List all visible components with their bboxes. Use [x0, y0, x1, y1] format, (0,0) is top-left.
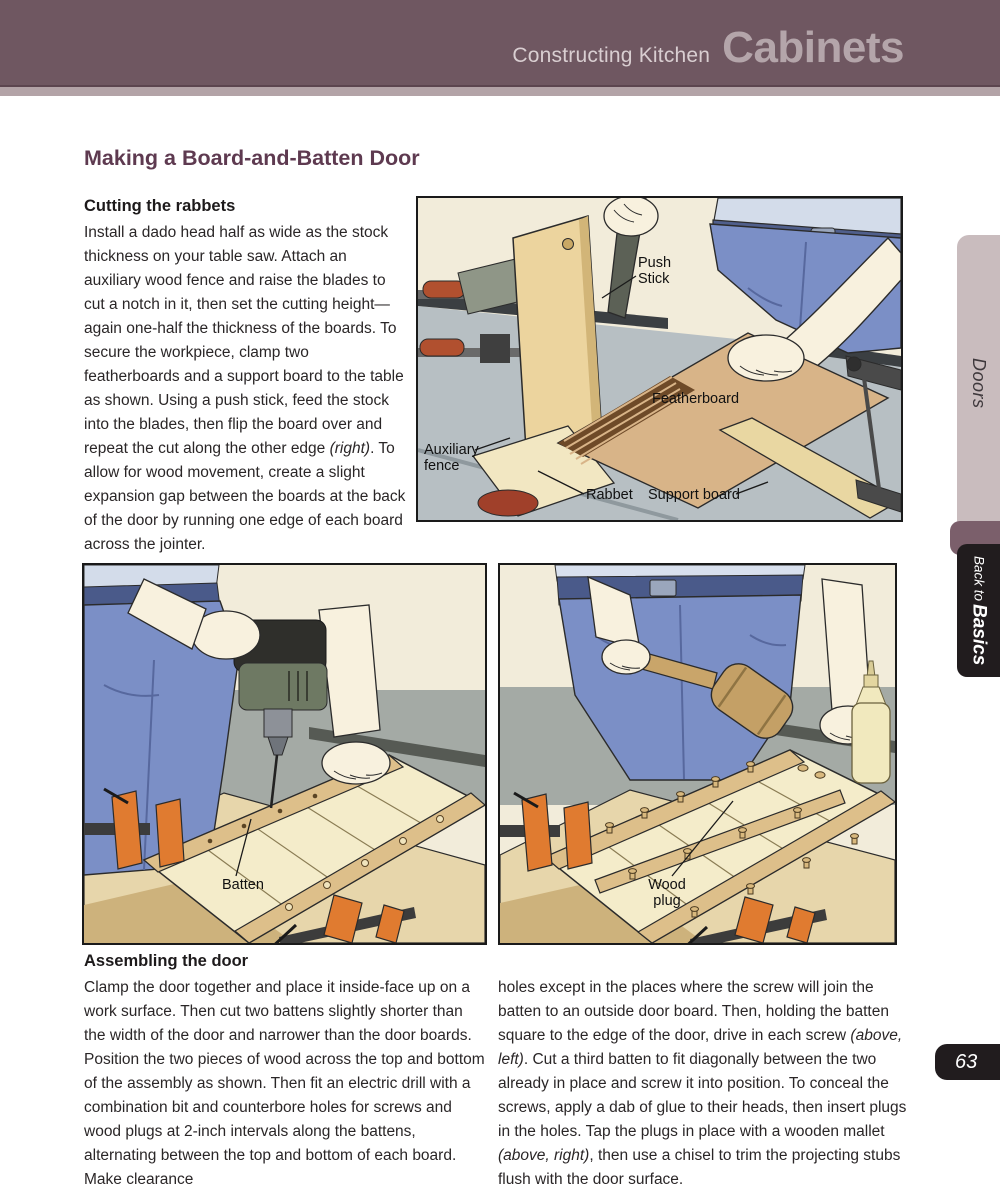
assembling-column-2: holes except in the places where the screw will join the batten to an outside door board. Then, holding the batten square to the edge of the door, drive in each screw (above, left). Cut a third batten to fit diagonally between the two already in place and screw it into position. To conceal the screws, apply a dab of glue to their heads, then insert plugs in the holes. Tap the plugs in place with a wooden mallet (above, right), then use a chisel to trim the projecting stubs flush with the door surface.: [498, 979, 907, 1188]
tab-basics-word: Basics: [968, 603, 990, 666]
assembling-column-1: Clamp the door together and place it inside-face up on a work surface. Then cut two battens slightly shorter than the width of the door and narrower than the door boards. Position the two pieces of wood across the top and bottom of the assembly as shown. Then fit an electric drill with a combination bit and counterbore holes for screws and wood plugs at 2-inch intervals along the battens, alternating between the top and bottom of each board. Make clearance: [84, 979, 485, 1188]
hand-on-featherboard: [728, 335, 804, 381]
page-title: Making a Board-and-Batten Door: [84, 146, 420, 170]
hand-on-batten: [322, 742, 390, 784]
tab-doors-label: Doors: [969, 358, 989, 409]
header-title: Cabinets: [722, 23, 904, 72]
tab-basics-prefix: Back to: [971, 555, 987, 601]
label-wood-plug: Wood plug: [648, 877, 686, 909]
drill-illustration: [84, 565, 485, 943]
page-number-tab: [935, 1044, 1000, 1080]
figure-drill: [82, 563, 487, 945]
figure-tablesaw: [416, 196, 903, 522]
label-push-stick: Push Stick: [638, 255, 672, 287]
tab-back-to-basics: [957, 544, 1000, 677]
cutting-heading: Cutting the rabbets: [84, 197, 236, 215]
label-support-board: Support board: [648, 487, 740, 503]
cutting-body: Install a dado head half as wide as the stock thickness on your table saw. Attach an auxiliary wood fence and raise the blades to cut a notch in it, then set the cutting height—again one-half the thickness of the boards. To secure the workpiece, clamp two featherboards and a support board to the table as shown. Using a push stick, feed the stock into the blades, then flip the board over and repeat the cut along the other edge (right). To allow for wood movement, create a slight expansion gap between the boards at the back of the door by running one edge of each board across the jointer.: [84, 224, 406, 553]
figure-mallet: [498, 563, 897, 945]
assembling-heading: Assembling the door: [84, 952, 249, 970]
label-auxiliary-fence: Auxiliary fence: [424, 442, 479, 474]
header-band: [0, 0, 1000, 85]
tablesaw-illustration: [418, 198, 901, 520]
label-batten: Batten: [222, 877, 264, 893]
page-number: 63: [955, 1050, 978, 1073]
header-kicker: Constructing Kitchen: [512, 44, 711, 67]
workpiece-end: [478, 490, 538, 516]
mallet-illustration: [500, 565, 895, 943]
label-rabbet: Rabbet: [586, 487, 633, 503]
label-featherboard: Featherboard: [652, 391, 740, 407]
tab-doors: [957, 235, 1000, 532]
header-stripe: [0, 85, 1000, 96]
